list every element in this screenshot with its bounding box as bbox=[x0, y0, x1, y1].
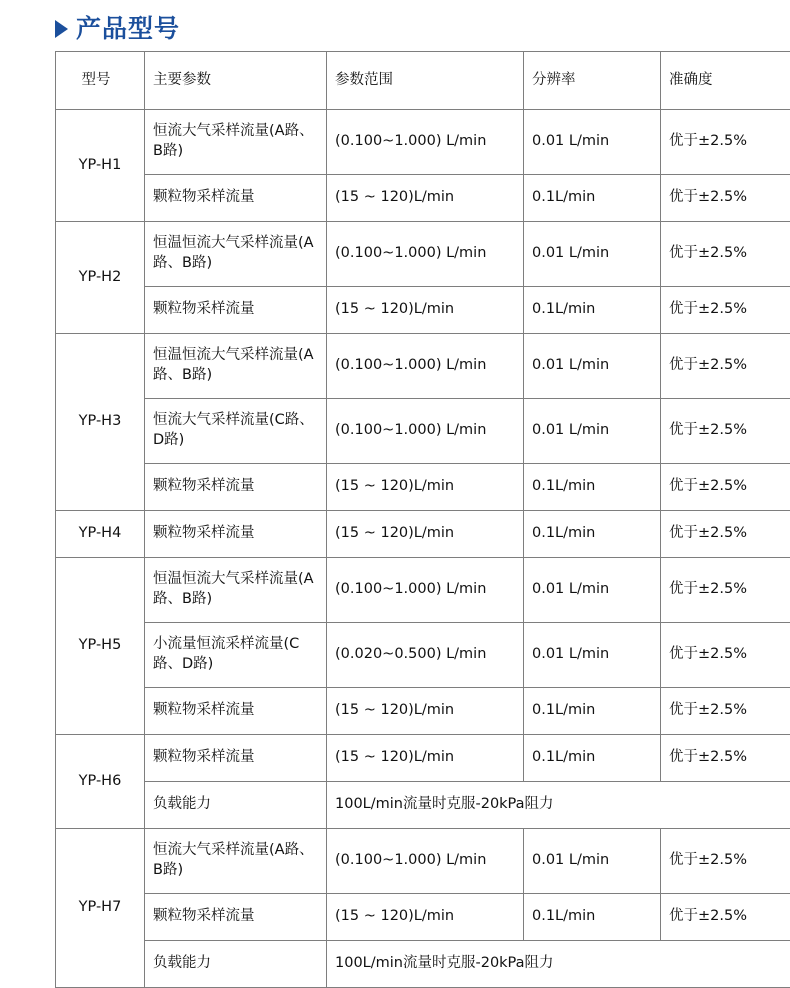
table-row bbox=[56, 399, 790, 464]
resolution-cell: 0.1L/min bbox=[524, 511, 661, 558]
table-row bbox=[56, 110, 790, 175]
accuracy-cell: 优于±2.5% bbox=[661, 175, 790, 222]
span-value-cell: 100L/min流量时克服-20kPa阻力 bbox=[327, 941, 790, 988]
range-cell: (0.100~1.000) L/min bbox=[327, 558, 524, 623]
accuracy-cell: 优于±2.5% bbox=[661, 222, 790, 287]
range-cell: (15 ~ 120)L/min bbox=[327, 175, 524, 222]
range-cell: (15 ~ 120)L/min bbox=[327, 688, 524, 735]
table-row bbox=[56, 222, 790, 287]
resolution-cell: 0.01 L/min bbox=[524, 623, 661, 688]
accuracy-cell: 优于±2.5% bbox=[661, 688, 790, 735]
col-header-range: 参数范围 bbox=[327, 52, 524, 110]
product-spec-table bbox=[55, 51, 790, 988]
resolution-cell: 0.1L/min bbox=[524, 287, 661, 334]
col-header-param: 主要参数 bbox=[145, 52, 327, 110]
table-row bbox=[56, 511, 790, 558]
accuracy-cell: 优于±2.5% bbox=[661, 558, 790, 623]
resolution-cell: 0.01 L/min bbox=[524, 334, 661, 399]
accuracy-cell: 优于±2.5% bbox=[661, 464, 790, 511]
param-cell: 颗粒物采样流量 bbox=[145, 511, 327, 558]
accuracy-cell: 优于±2.5% bbox=[661, 735, 790, 782]
accuracy-cell: 优于±2.5% bbox=[661, 399, 790, 464]
param-cell: 恒流大气采样流量(A路、B路) bbox=[145, 110, 327, 175]
accuracy-cell: 优于±2.5% bbox=[661, 829, 790, 894]
param-cell: 颗粒物采样流量 bbox=[145, 464, 327, 511]
model-cell: YP-H6 bbox=[56, 735, 145, 829]
table-row bbox=[56, 334, 790, 399]
range-cell: (0.100~1.000) L/min bbox=[327, 829, 524, 894]
range-cell: (0.020~0.500) L/min bbox=[327, 623, 524, 688]
param-cell: 恒温恒流大气采样流量(A路、B路) bbox=[145, 558, 327, 623]
param-cell: 恒温恒流大气采样流量(A路、B路) bbox=[145, 334, 327, 399]
param-cell: 颗粒物采样流量 bbox=[145, 688, 327, 735]
table-row bbox=[56, 558, 790, 623]
param-cell: 负载能力 bbox=[145, 782, 327, 829]
range-cell: (0.100~1.000) L/min bbox=[327, 110, 524, 175]
table-row bbox=[56, 688, 790, 735]
resolution-cell: 0.01 L/min bbox=[524, 558, 661, 623]
range-cell: (15 ~ 120)L/min bbox=[327, 287, 524, 334]
range-cell: (15 ~ 120)L/min bbox=[327, 894, 524, 941]
resolution-cell: 0.1L/min bbox=[524, 464, 661, 511]
accuracy-cell: 优于±2.5% bbox=[661, 110, 790, 175]
resolution-cell: 0.01 L/min bbox=[524, 110, 661, 175]
resolution-cell: 0.1L/min bbox=[524, 894, 661, 941]
param-cell: 负载能力 bbox=[145, 941, 327, 988]
accuracy-cell: 优于±2.5% bbox=[661, 334, 790, 399]
model-cell: YP-H1 bbox=[56, 110, 145, 222]
accuracy-cell: 优于±2.5% bbox=[661, 287, 790, 334]
range-cell: (0.100~1.000) L/min bbox=[327, 399, 524, 464]
table-header bbox=[56, 52, 790, 110]
range-cell: (0.100~1.000) L/min bbox=[327, 222, 524, 287]
resolution-cell: 0.01 L/min bbox=[524, 399, 661, 464]
model-cell: YP-H4 bbox=[56, 511, 145, 558]
table-row bbox=[56, 735, 790, 782]
table-row bbox=[56, 623, 790, 688]
model-cell: YP-H2 bbox=[56, 222, 145, 334]
range-cell: (15 ~ 120)L/min bbox=[327, 464, 524, 511]
page-title-text: 产品型号 bbox=[76, 16, 180, 41]
span-value-cell: 100L/min流量时克服-20kPa阻力 bbox=[327, 782, 790, 829]
table-row bbox=[56, 894, 790, 941]
param-cell: 颗粒物采样流量 bbox=[145, 175, 327, 222]
range-cell: (15 ~ 120)L/min bbox=[327, 735, 524, 782]
param-cell: 颗粒物采样流量 bbox=[145, 894, 327, 941]
col-header-model: 型号 bbox=[56, 52, 145, 110]
model-cell: YP-H7 bbox=[56, 829, 145, 988]
resolution-cell: 0.1L/min bbox=[524, 175, 661, 222]
model-cell: YP-H3 bbox=[56, 334, 145, 511]
accuracy-cell: 优于±2.5% bbox=[661, 623, 790, 688]
table-row bbox=[56, 464, 790, 511]
param-cell: 颗粒物采样流量 bbox=[145, 287, 327, 334]
accuracy-cell: 优于±2.5% bbox=[661, 894, 790, 941]
table-row bbox=[56, 941, 790, 988]
table-body bbox=[56, 110, 790, 988]
page-title bbox=[0, 0, 790, 51]
param-cell: 小流量恒流采样流量(C路、D路) bbox=[145, 623, 327, 688]
accuracy-cell: 优于±2.5% bbox=[661, 511, 790, 558]
resolution-cell: 0.01 L/min bbox=[524, 222, 661, 287]
param-cell: 恒流大气采样流量(A路、B路) bbox=[145, 829, 327, 894]
resolution-cell: 0.1L/min bbox=[524, 735, 661, 782]
resolution-cell: 0.01 L/min bbox=[524, 829, 661, 894]
table-row bbox=[56, 287, 790, 334]
resolution-cell: 0.1L/min bbox=[524, 688, 661, 735]
table-row bbox=[56, 829, 790, 894]
range-cell: (15 ~ 120)L/min bbox=[327, 511, 524, 558]
table-header-row bbox=[56, 52, 790, 110]
param-cell: 恒温恒流大气采样流量(A路、B路) bbox=[145, 222, 327, 287]
col-header-resolution: 分辨率 bbox=[524, 52, 661, 110]
param-cell: 颗粒物采样流量 bbox=[145, 735, 327, 782]
triangle-right-icon bbox=[55, 20, 68, 38]
model-cell: YP-H5 bbox=[56, 558, 145, 735]
col-header-accuracy: 准确度 bbox=[661, 52, 790, 110]
table-row bbox=[56, 782, 790, 829]
range-cell: (0.100~1.000) L/min bbox=[327, 334, 524, 399]
param-cell: 恒流大气采样流量(C路、D路) bbox=[145, 399, 327, 464]
table-row bbox=[56, 175, 790, 222]
